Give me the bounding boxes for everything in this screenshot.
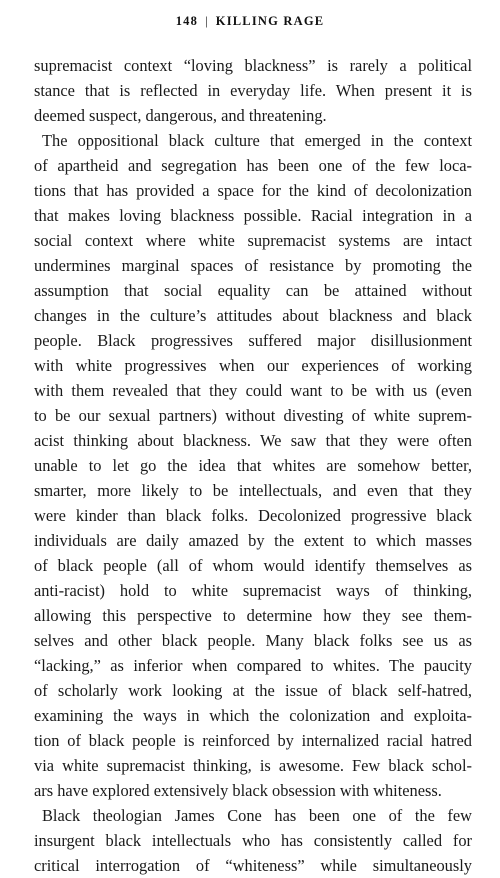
text-line: with them revealed that they could want to be with us (even <box>34 381 472 400</box>
header-separator: | <box>205 14 209 28</box>
text-line: acist thinking about blackness. We saw that they were often <box>34 431 472 450</box>
text-line: of apartheid and segregation has been one of the few loca- <box>34 156 472 175</box>
text-line: unable to let go the idea that whites are somehow better, <box>34 456 472 475</box>
text-line: ars have explored extensively black obsession with whiteness. <box>34 781 442 800</box>
text-line: supremacist context “loving blackness” is rarely a political <box>34 56 472 75</box>
text-line: Black theologian James Cone has been one of the few <box>42 806 472 825</box>
text-line: critical interrogation of “whiteness” while simultaneously <box>34 856 472 875</box>
text-line: were kinder than black folks. Decolonized progressive black <box>34 506 472 525</box>
text-line: social context where white supremacist systems are intact <box>34 231 472 250</box>
book-title: KILLING RAGE <box>215 14 325 28</box>
text-line: that makes loving blackness possible. Racial integration in a <box>34 206 472 225</box>
body-text <box>34 53 472 878</box>
text-line: with white progressives when our experiences of working <box>34 356 472 375</box>
text-line: tion of black people is reinforced by internalized racial hatred <box>34 731 472 750</box>
text-line: selves and other black people. Many black folks see us as <box>34 631 472 650</box>
text-line: deemed suspect, dangerous, and threatening. <box>34 106 327 125</box>
text-line: “lacking,” as inferior when compared to whites. The paucity <box>34 656 472 675</box>
text-line: smarter, more likely to be intellectuals, and even that they <box>34 481 472 500</box>
text-line: changes in the culture’s attitudes about blackness and black <box>34 306 472 325</box>
text-line: examining the ways in which the colonization and exploita- <box>34 706 472 725</box>
text-line: The oppositional black culture that emerged in the context <box>42 131 472 150</box>
text-line: via white supremacist thinking, is awesome. Few black schol- <box>34 756 472 775</box>
text-line: undermines marginal spaces of resistance by promoting the <box>34 256 472 275</box>
text-line: anti-racist) hold to white supremacist ways of thinking, <box>34 581 472 600</box>
text-line: allowing this perspective to determine how they see them- <box>34 606 472 625</box>
page-number: 148 <box>175 14 199 28</box>
text-line: of scholarly work looking at the issue of black self-hatred, <box>34 681 472 700</box>
text-line: people. Black progressives suffered major disillusionment <box>34 331 472 350</box>
text-line: stance that is reflected in everyday life. When present it is <box>34 81 472 100</box>
text-line: to be our sexual partners) without divesting of white suprem- <box>34 406 472 425</box>
text-line: individuals are daily amazed by the extent to which masses <box>34 531 472 550</box>
text-line: of black people (all of whom would identify themselves as <box>34 556 472 575</box>
running-head <box>0 14 500 29</box>
text-line: insurgent black intellectuals who has consistently called for <box>34 831 472 850</box>
text-line: assumption that social equality can be attained without <box>34 281 472 300</box>
text-line: tions that has provided a space for the kind of decolonization <box>34 181 472 200</box>
